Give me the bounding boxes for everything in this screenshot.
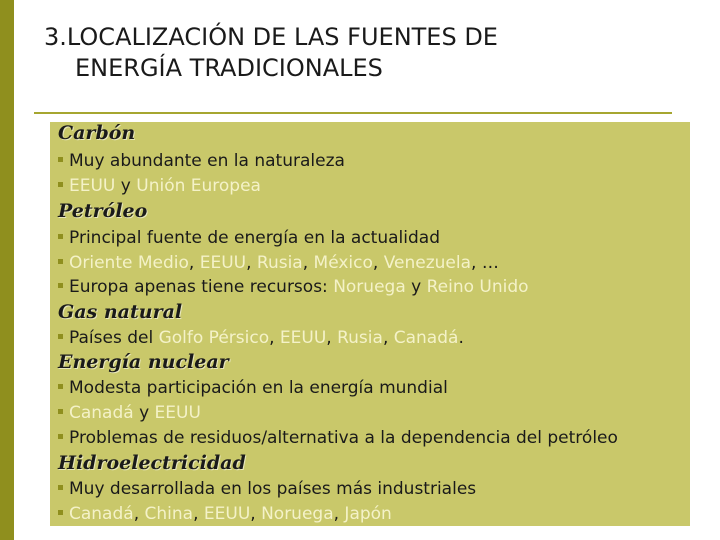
bullet-text: Muy desarrollada en los países más industriales [69, 479, 477, 499]
bullet-text: Países del Golfo Pérsico, EEUU, Rusia, Canadá. [69, 328, 464, 348]
square-bullet-icon [58, 259, 63, 264]
square-bullet-icon [58, 334, 63, 339]
bullet-item [58, 378, 448, 398]
square-bullet-icon [58, 485, 63, 490]
title-divider [34, 112, 672, 114]
square-bullet-icon [58, 283, 63, 288]
bullet-text: Principal fuente de energía en la actualidad [69, 228, 440, 248]
square-bullet-icon [58, 157, 63, 162]
bullet-item [58, 403, 201, 423]
side-accent-bar [0, 0, 14, 540]
bullet-text: EEUU y Unión Europea [69, 176, 261, 196]
section-heading-energia-nuclear: Energía nuclear [58, 351, 229, 373]
bullet-item [58, 253, 499, 273]
bullet-item [58, 428, 618, 448]
bullet-item [58, 277, 529, 297]
bullet-text: Oriente Medio, EEUU, Rusia, México, Venezuela, … [69, 253, 499, 273]
bullet-text: Europa apenas tiene recursos: Noruega y Reino Unido [69, 277, 529, 297]
bullet-item [58, 328, 464, 348]
section-heading-gas-natural: Gas natural [58, 301, 183, 323]
bullet-item [58, 151, 345, 171]
square-bullet-icon [58, 384, 63, 389]
bullet-text: Canadá y EEUU [69, 403, 201, 423]
square-bullet-icon [58, 434, 63, 439]
title-line-1: 3.LOCALIZACIÓN DE LAS FUENTES DE [44, 23, 498, 51]
square-bullet-icon [58, 409, 63, 414]
page-title [44, 22, 684, 84]
square-bullet-icon [58, 510, 63, 515]
bullet-item [58, 504, 392, 524]
square-bullet-icon [58, 234, 63, 239]
title-line-2: ENERGÍA TRADICIONALES [75, 54, 383, 82]
content-panel [50, 122, 690, 526]
bullet-item [58, 176, 261, 196]
bullet-text: Canadá, China, EEUU, Noruega, Japón [69, 504, 392, 524]
square-bullet-icon [58, 182, 63, 187]
bullet-text: Modesta participación en la energía mundial [69, 378, 448, 398]
section-heading-hidroelectricidad: Hidroelectricidad [58, 452, 246, 474]
bullet-item [58, 479, 476, 499]
section-heading-petroleo: Petróleo [58, 200, 148, 222]
bullet-text: Muy abundante en la naturaleza [69, 151, 345, 171]
bullet-text: Problemas de residuos/alternativa a la dependencia del petróleo [69, 428, 618, 448]
bullet-item [58, 228, 440, 248]
section-heading-carbon: Carbón [58, 122, 136, 144]
